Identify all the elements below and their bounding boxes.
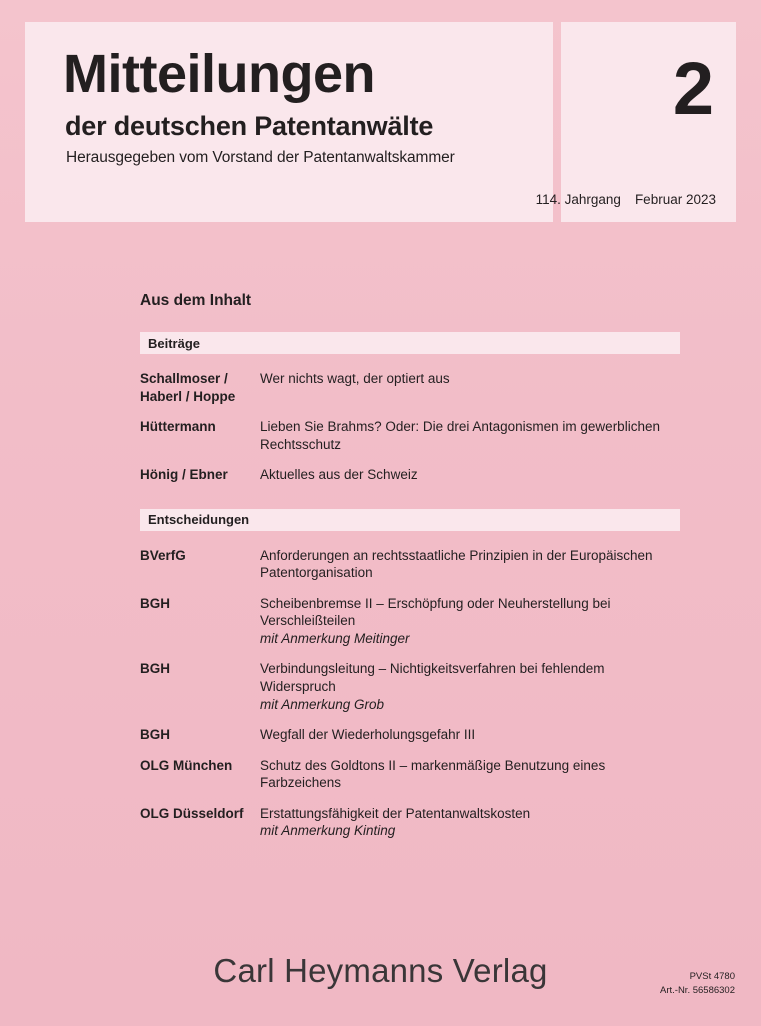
entry-title-text: Erstattungsfähigkeit der Patentanwaltskosten [260, 805, 531, 821]
list-item[interactable] [140, 805, 680, 840]
section-header-beitraege [140, 332, 680, 354]
entry-title [260, 805, 680, 840]
entry-author: Hönig / Ebner [140, 467, 228, 483]
publisher-name: Carl Heymanns Verlag [213, 952, 548, 989]
entry-note: mit Anmerkung Meitinger [260, 630, 410, 646]
list-item[interactable] [140, 726, 680, 744]
entry-author: OLG München [140, 757, 233, 773]
list-item[interactable] [140, 757, 680, 792]
entry-author: BGH [140, 595, 170, 611]
entry-title: Wer nichts wagt, der optiert aus [260, 371, 450, 386]
entry-title-text: Verbindungsleitung – Nichtigkeitsverfahren bei fehlendem Widerspruch [260, 661, 605, 695]
entry-title-text: Anforderungen an rechtsstaatliche Prinzipien in der Europäischen Patentorganisation [260, 547, 653, 581]
entry-author: BGH [140, 727, 170, 743]
masthead-title-block [25, 22, 553, 222]
journal-title: Mitteilungen [63, 44, 375, 104]
entry-author: Schallmoser / Haberl / Hoppe [140, 371, 236, 404]
entry-title [260, 595, 680, 648]
entry-note: mit Anmerkung Kinting [260, 823, 396, 839]
pvst-code: PVSt 4780 [689, 971, 735, 983]
issue-meta [536, 192, 716, 207]
footer-codes [660, 970, 735, 998]
entry-note: mit Anmerkung Grob [260, 696, 385, 712]
entry-title [260, 660, 680, 713]
contents-section [140, 292, 680, 853]
issue-number: 2 [672, 47, 714, 130]
entry-author: BVerfG [140, 547, 186, 563]
section-spacer [140, 497, 680, 509]
journal-subtitle: der deutschen Patentanwälte [65, 110, 434, 141]
entry-title: Wegfall der Wiederholungsgefahr III [260, 727, 476, 743]
masthead-issue-block [535, 22, 736, 222]
entry-author: OLG Düsseldorf [140, 805, 244, 821]
section-label: Beiträge [148, 335, 201, 351]
entry-title: Lieben Sie Brahms? Oder: Die drei Antagonismen im gewerblichen Rechtsschutz [260, 419, 660, 452]
entry-title-text: Scheibenbremse II – Erschöpfung oder Neuherstellung bei Verschleißteilen [260, 595, 611, 629]
list-item[interactable] [140, 595, 680, 648]
list-item[interactable] [140, 418, 680, 453]
entry-author: BGH [140, 661, 170, 677]
volume-label: 114. Jahrgang [535, 192, 621, 207]
masthead [25, 22, 736, 222]
issue-date: Februar 2023 [634, 192, 716, 207]
list-item[interactable] [140, 370, 680, 405]
contents-heading: Aus dem Inhalt [140, 292, 252, 309]
section-label: Entscheidungen [148, 512, 250, 528]
entry-author: Hüttermann [140, 419, 216, 435]
list-item[interactable] [140, 466, 680, 484]
journal-publisher-line: Herausgegeben vom Vorstand der Patentanwaltskammer [66, 148, 455, 166]
article-number: Art.-Nr. 56586302 [660, 985, 735, 997]
section-header-entscheidungen [140, 509, 680, 531]
entry-title: Aktuelles aus der Schweiz [260, 467, 418, 483]
entry-title: Schutz des Goldtons II – markenmäßige Benutzung eines Farbzeichens [260, 757, 606, 791]
list-item[interactable] [140, 660, 680, 713]
list-item[interactable] [140, 547, 680, 582]
entry-title [260, 547, 680, 582]
